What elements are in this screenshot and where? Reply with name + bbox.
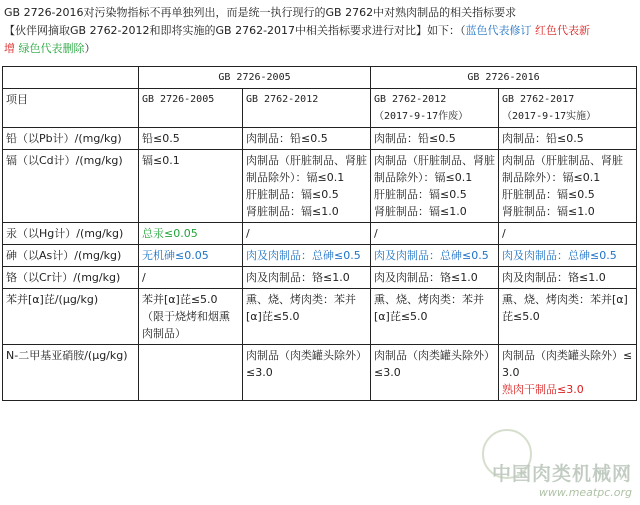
legend-red-new-cont: 增 [4, 42, 15, 55]
header-c3-line-1: GB 2762-2012 [374, 94, 447, 105]
row-cell-c1: / [139, 267, 243, 289]
row-cell-c4: 肉及肉制品：铬≤1.0 [499, 267, 637, 289]
row-cell-c3: 熏、烧、烤肉类：苯并[α]芘≤5.0 [371, 289, 499, 345]
cell-line: 肝脏制品：镉≤0.5 [502, 188, 595, 201]
row-cell-c1: 铅≤0.5 [139, 128, 243, 150]
intro-line-3-suffix: ） [84, 42, 96, 55]
header-c4-line-1: GB 2762-2017 [502, 94, 575, 105]
group-header-2726-2016: GB 2726-2016 [371, 67, 637, 89]
watermark-logo-icon [482, 429, 532, 479]
row-cell-c3: 肉制品（肉类罐头除外）≤3.0 [371, 345, 499, 401]
row-item-label: N-二甲基亚硝胺/(μg/kg) [3, 345, 139, 401]
header-c3 [371, 89, 499, 128]
intro-line-2 [4, 22, 636, 40]
row-cell-c1-deleted: 总汞≤0.05 [139, 223, 243, 245]
row-cell-c1: 镉≤0.1 [139, 150, 243, 223]
header-item: 项目 [3, 89, 139, 128]
cell-line: 肉制品（肉类罐头除外）≤3.0 [502, 349, 633, 379]
row-item-label: 汞（以Hg计）/(mg/kg) [3, 223, 139, 245]
legend-red-new: 红色代表新 [535, 24, 591, 37]
row-cell-c4-revised: 肉及肉制品：总砷≤0.5 [499, 245, 637, 267]
table-row-mercury [3, 223, 637, 245]
row-cell-c3: 肉制品：铅≤0.5 [371, 128, 499, 150]
cell-line: 肾脏制品：镉≤1.0 [374, 205, 467, 218]
watermark-url: www.meatpc.org [538, 486, 632, 499]
row-cell-c3-revised: 肉及肉制品：总砷≤0.5 [371, 245, 499, 267]
header-c1: GB 2726-2005 [139, 89, 243, 128]
cell-line: 肾脏制品：镉≤1.0 [502, 205, 595, 218]
row-item-label: 镉（以Cd计）/(mg/kg) [3, 150, 139, 223]
row-cell-c4: 熏、烧、烤肉类：苯并[α]芘≤5.0 [499, 289, 637, 345]
comparison-table [2, 66, 637, 401]
intro-line-2-prefix: 【伙伴网摘取GB 2762-2012和即将实施的GB 2762-2017中相关指标要求进行对比】如下：（ [4, 24, 466, 37]
row-cell-c4 [499, 345, 637, 401]
intro-line-3 [4, 40, 636, 58]
cell-line: 肉制品（肝脏制品、肾脏制品除外）：镉≤0.1 [374, 154, 495, 184]
row-cell-c4: / [499, 223, 637, 245]
header-c4-line-2: （2017-9-17实施） [502, 111, 597, 122]
row-item-label: 苯并[α]芘/(μg/kg) [3, 289, 139, 345]
table-row-arsenic [3, 245, 637, 267]
row-cell-c2: 肉及肉制品：铬≤1.0 [243, 267, 371, 289]
cell-line-new: 熟肉干制品≤3.0 [502, 383, 584, 396]
cell-line: 肉制品（肝脏制品、肾脏制品除外）：镉≤0.1 [502, 154, 623, 184]
row-cell-c4: 肉制品：铅≤0.5 [499, 128, 637, 150]
header-c2: GB 2762-2012 [243, 89, 371, 128]
cell-line: 肉制品（肝脏制品、肾脏制品除外）：镉≤0.1 [246, 154, 367, 184]
cell-line: 肝脏制品：镉≤0.5 [374, 188, 467, 201]
blank-header-cell [3, 67, 139, 89]
row-cell-c2-revised: 肉及肉制品：总砷≤0.5 [243, 245, 371, 267]
header-c4 [499, 89, 637, 128]
row-cell-c1 [139, 345, 243, 401]
intro-text [4, 4, 636, 58]
cell-line: 肾脏制品：镉≤1.0 [246, 205, 339, 218]
header-c3-line-2: （2017-9-17作废） [374, 111, 469, 122]
row-item-label: 铅（以Pb计）/(mg/kg) [3, 128, 139, 150]
row-cell-c2: 肉制品：铅≤0.5 [243, 128, 371, 150]
row-cell-c3 [371, 150, 499, 223]
row-cell-c4 [499, 150, 637, 223]
row-cell-c2 [243, 150, 371, 223]
row-cell-c1-revised: 无机砷≤0.05 [139, 245, 243, 267]
table-row-cadmium [3, 150, 637, 223]
group-header-2726-2005: GB 2726-2005 [139, 67, 371, 89]
legend-blue-revised: 蓝色代表修订 [465, 24, 532, 37]
legend-green-deleted: 绿色代表删除 [18, 42, 85, 55]
row-cell-c3: 肉及肉制品：铬≤1.0 [371, 267, 499, 289]
table-row-lead [3, 128, 637, 150]
row-cell-c2: 熏、烧、烤肉类：苯并[α]芘≤5.0 [243, 289, 371, 345]
watermark-title: 中国肉类机械网 [491, 463, 632, 485]
row-cell-c3: / [371, 223, 499, 245]
row-item-label: 铬（以Cr计）/(mg/kg) [3, 267, 139, 289]
table-row-benzopyrene [3, 289, 637, 345]
table-group-header-row [3, 67, 637, 89]
cell-line: 肝脏制品：镉≤0.5 [246, 188, 339, 201]
row-cell-c2: 肉制品（肉类罐头除外）≤3.0 [243, 345, 371, 401]
row-cell-c1: 苯并[α]芘≤5.0（限于烧烤和烟熏肉制品） [139, 289, 243, 345]
table-sub-header-row [3, 89, 637, 128]
table-row-chromium [3, 267, 637, 289]
row-cell-c2: / [243, 223, 371, 245]
row-item-label: 砷（以As计）/(mg/kg) [3, 245, 139, 267]
intro-line-1: GB 2726-2016对污染物指标不再单独列出，而是统一执行现行的GB 2762中对熟肉制品的相关指标要求 [4, 6, 517, 19]
table-row-nitrosamine [3, 345, 637, 401]
